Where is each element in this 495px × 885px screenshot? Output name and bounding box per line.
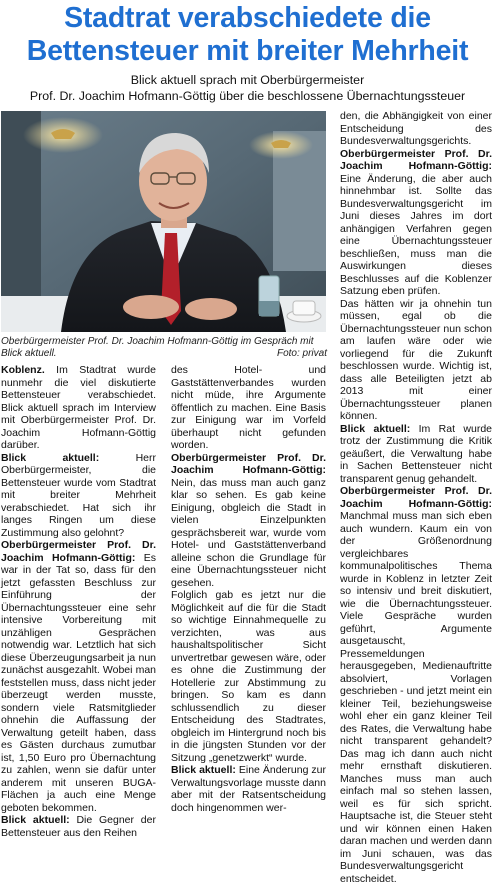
article-paragraph bbox=[340, 485, 492, 885]
paragraph-lead: Blick aktuell: bbox=[171, 764, 236, 776]
paragraph-text: Folglich gab es jetzt nur die Möglichkeit auf die für die Stadt so wichtige Einnahmequelle zu verzichten, was aus haushaltspolitischer Sicht unvertretbar gewesen wäre, oder es ohne die Zustimmung der Hotellerie zur Abstimmung zu bringen. So kam es dann schlussendlich zu dieser Entscheidung des Stadtrates, obgleich im Hintergrund noch bis in die jüngsten Stunden vor der Sitzung „genetzwerkt“ wurde. bbox=[171, 589, 326, 764]
article-column-2 bbox=[171, 364, 326, 814]
mayor-photo bbox=[1, 111, 326, 332]
article-paragraph bbox=[340, 298, 492, 423]
article-paragraph bbox=[340, 110, 492, 148]
headline bbox=[0, 2, 495, 68]
paragraph-text: Manchmal muss man sich eben auch wundern. Kaum ein von der Größenordnung vergleichbares kommunalpolitisches Thema wurde in Koblenz in letzter Zeit so intensiv und breit diskutiert, wie die Übernachtungssteuer. Viele Gespräche wurden geführt, Argumente ausgetauscht, Pressemeldungen herausgegeben, Medienauftritte absolviert, Vorlagen geschrieben - und jetzt meint ein kleiner Teil, beziehungsweise wohl eher ein ganz kleiner Teil des Rates, die Verwaltung habe nicht transparent gehandelt? Das mag ich dann auch nicht mehr ernsthaft diskutieren. Manches muss man auch einfach mal so stehen lassen, weil es für sich spricht. Hauptsache ist, die Steuer steht und wir können einen Haken daran machen und werden dann im Juni schauen, was das Bundesverwaltungsgericht entscheidet. bbox=[340, 510, 492, 885]
article-paragraph bbox=[1, 364, 156, 452]
paragraph-lead: Oberbürgermeister Prof. Dr. Joachim Hofmann-Göttig: bbox=[340, 485, 492, 510]
headline-line-2: Bettensteuer mit breiter Mehrheit bbox=[26, 35, 469, 67]
article-paragraph bbox=[171, 452, 326, 590]
article-paragraph bbox=[340, 423, 492, 486]
caption-text: Oberbürgermeister Prof. Dr. Joachim Hofmann-Göttig im Gespräch mit Blick aktuell. bbox=[1, 336, 314, 359]
paragraph-lead: Oberbürgermeister Prof. Dr. Joachim Hofmann-Göttig: bbox=[1, 539, 156, 564]
subheadline-line-2: Prof. Dr. Joachim Hofmann-Göttig über die beschlossene Übernachtungssteuer bbox=[29, 89, 466, 103]
paragraph-text: Eine Änderung, die aber auch hinnehmbar ist. Sollte das Bundesverwaltungsgericht im Juni dieses Jahres im dort anhängigen Verfahren gegen eine Übernachtungssteuer beschließen, muss man die Auswirkungen dieses Beschlusses auf die Koblenzer Satzung eben prüfen. bbox=[340, 172, 492, 297]
paragraph-lead: Oberbürgermeister Prof. Dr. Joachim Hofmann-Göttig: bbox=[171, 451, 326, 476]
headline-line-1: Stadtrat verabschiedete die bbox=[64, 2, 431, 34]
paragraph-lead: Blick aktuell: bbox=[340, 422, 411, 435]
paragraph-text: Die Gegner der Bettensteuer aus den Reihen bbox=[1, 814, 156, 839]
paragraph-lead: Koblenz. bbox=[1, 364, 45, 376]
paragraph-text: den, die Abhängigkeit von einer Entscheidung des Bundesverwaltungsgerichts. bbox=[340, 110, 492, 147]
article-column-1 bbox=[1, 364, 156, 839]
article-paragraph bbox=[1, 814, 156, 839]
paragraph-text: des Hotel- und Gaststättenverbandes wurden nicht müde, ihre Argumente öffentlich zu machen. Eine Basis zur Einigung war im Vorfeld überhaupt nicht gefunden worden. bbox=[171, 364, 326, 451]
paragraph-text: Im Rat wurde trotz der Zustimmung die Kritik geäußert, die Verwaltung habe in Sachen Bettensteuer nicht transparent genug gehandelt. bbox=[340, 422, 492, 485]
paragraph-lead: Blick aktuell: bbox=[1, 814, 70, 826]
article-paragraph bbox=[1, 452, 156, 540]
article-paragraph bbox=[171, 589, 326, 764]
paragraph-lead: Blick aktuell: bbox=[1, 451, 100, 464]
subheadline bbox=[0, 72, 495, 104]
paragraph-text: Nein, das muss man auch ganz klar so sehen. Es gab keine Einigung, obgleich die Stadt in vielen Einzelpunkten gesprächsbereit war, wurde vom Hotel- und Gaststättenverband alleine schon die Grundlage für eine Übernachtungssteuer nicht gesehen. bbox=[171, 476, 326, 589]
article-paragraph bbox=[171, 364, 326, 452]
photo-credit: Foto: privat bbox=[276, 348, 327, 359]
paragraph-text: Es war in der Tat so, dass für den jetzt gefassten Beschluss zur Einführung der Übernachtungssteuer eine sehr intensive Vorbereitung mit unzähligen Gesprächen notwendig war. Letztlich hat sich diese Überzeugungsarbeit ja nun zunächst ausgezahlt. Wobei man feststellen muss, dass nicht jeder überzeugt werden musste, sondern viele Ratsmitglieder ohnehin die Auffassung der Verwaltung geteilt haben, dass es Gästen durchaus zumutbar ist, 1,50 Euro pro Übernachtung zu zahlen, wenn sie dafür unter anderem mit unseren BUGA-Flächen ja auch eine Menge geboten bekommen. bbox=[1, 551, 156, 814]
article-column-3 bbox=[340, 110, 492, 885]
photo-caption bbox=[1, 336, 327, 360]
paragraph-lead: Oberbürgermeister Prof. Dr. Joachim Hofmann-Göttig: bbox=[340, 147, 492, 172]
article-paragraph bbox=[340, 148, 492, 298]
article-paragraph bbox=[1, 539, 156, 814]
subheadline-line-1: Blick aktuell sprach mit Oberbürgermeister bbox=[130, 73, 365, 87]
article-paragraph bbox=[171, 764, 326, 814]
paragraph-text: Eine Änderung zur Verwaltungsvorlage musste dann aber mit der Ratsentscheidung doch hingenommen wer- bbox=[171, 764, 326, 814]
paragraph-text: Herr Oberbürgermeister, die Bettensteuer wurde vom Stadtrat mit breiter Mehrheit verabschiedet. Hat sich ihr langes Ringen um diese Zustimmung also gelohnt? bbox=[1, 451, 156, 539]
paragraph-text: Im Stadtrat wurde nunmehr die viel diskutierte Bettensteuer verabschiedet. Blick aktuell sprach im Interview mit Oberbürgermeister Prof. Dr. Joachim Hofmann-Göttig darüber. bbox=[1, 364, 156, 451]
paragraph-text: Das hätten wir ja ohnehin tun müssen, egal ob die Übernachtungssteuer nun schon am laufen wäre oder wie vorliegend für die Zukunft beschlossen wurde. Wichtig ist, dass alle Beteiligten jetzt ab 2013 mit einer Übernachtungssteuer planen können. bbox=[340, 297, 492, 422]
